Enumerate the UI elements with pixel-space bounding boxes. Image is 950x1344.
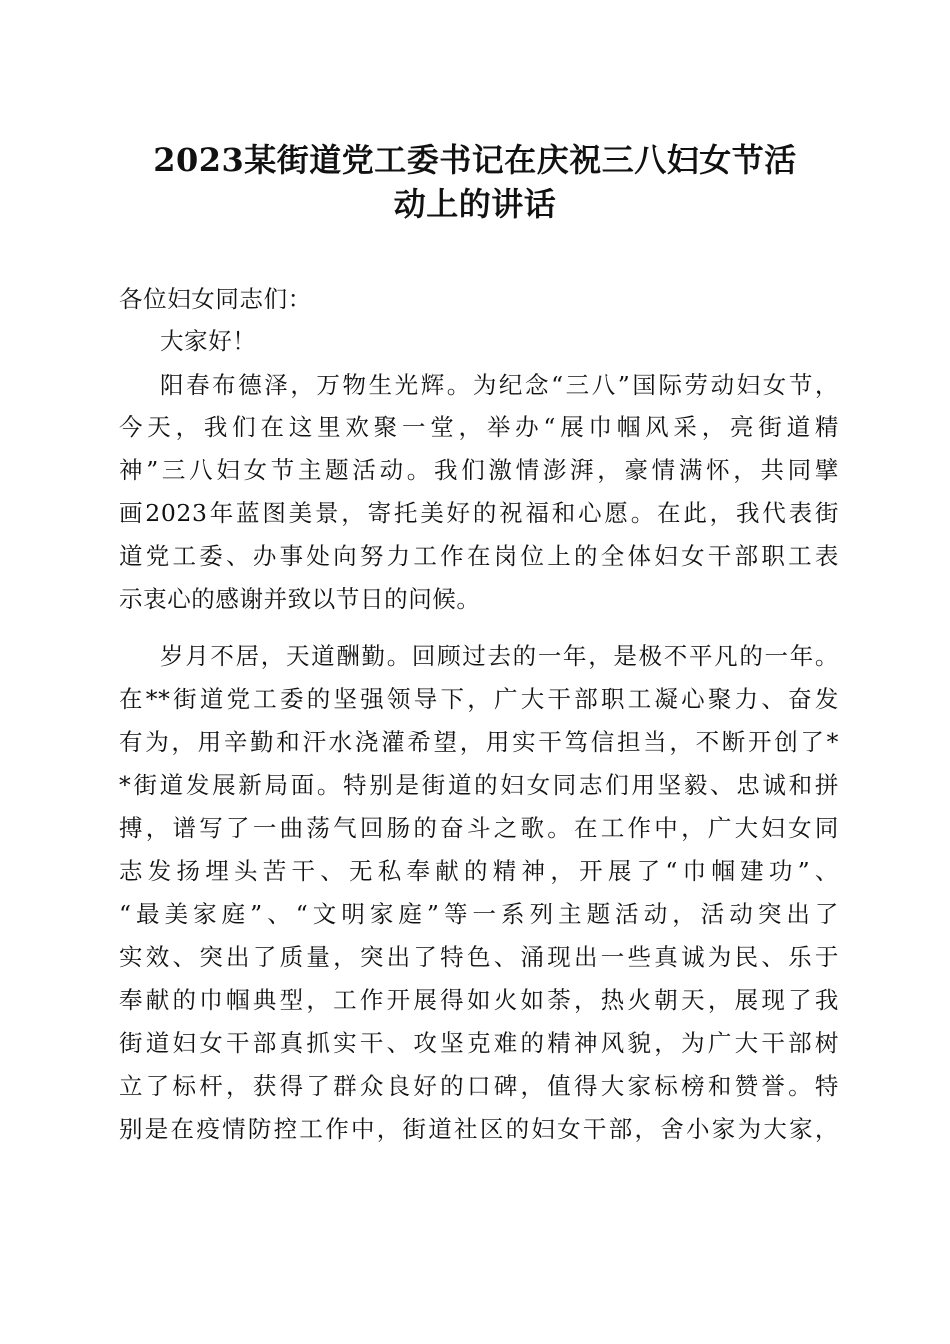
paragraph-line: *街道发展新局面。特别是街道的妇女同志们用坚毅、忠诚和拼 [119, 771, 839, 799]
paragraph-line: 道党工委、办事处向努力工作在岗位上的全体妇女干部职工表 [119, 542, 839, 570]
paragraph-line: 示衷心的感谢并致以节日的问候。 [119, 585, 481, 613]
paragraph-line: 奉献的巾帼典型，工作开展得如火如荼，热火朝天，展现了我 [119, 986, 839, 1014]
paragraph-line: 别是在疫情防控工作中，街道社区的妇女干部，舍小家为大家， [119, 1115, 839, 1143]
paragraph-line: 神”三八妇女节主题活动。我们激情澎湃，豪情满怀，共同擘 [119, 456, 839, 484]
greeting: 各位妇女同志们： [119, 285, 312, 313]
paragraph-line: 有为，用辛勤和汗水浇灌希望，用实干笃信担当，不断开创了* [119, 728, 839, 756]
paragraph-line: “最美家庭”、“文明家庭”等一系列主题活动，活动突出了 [119, 900, 839, 928]
paragraph-line: 阳春布德泽，万物生光辉。为纪念“三八”国际劳动妇女节， [160, 371, 839, 399]
opening: 大家好！ [160, 327, 257, 355]
document-title-line-2: 动上的讲话 [393, 185, 557, 223]
paragraph-line: 在**街道党工委的坚强领导下，广大干部职工凝心聚力、奋发 [119, 685, 839, 713]
document-title-line-1: 2023某街道党工委书记在庆祝三八妇女节活 [153, 141, 797, 179]
paragraph-line: 岁月不居，天道酬勤。回顾过去的一年，是极不平凡的一年。 [160, 642, 839, 670]
paragraph-line: 今天，我们在这里欢聚一堂，举办“展巾帼风采，亮街道精 [119, 413, 839, 441]
paragraph-line: 搏，谱写了一曲荡气回肠的奋斗之歌。在工作中，广大妇女同 [119, 814, 839, 842]
paragraph-line: 实效、突出了质量，突出了特色、涌现出一些真诚为民、乐于 [119, 943, 839, 971]
paragraph-line: 立了标杆，获得了群众良好的口碑，值得大家标榜和赞誉。特 [119, 1072, 839, 1100]
paragraph-line: 志发扬埋头苦干、无私奉献的精神，开展了“巾帼建功”、 [119, 857, 839, 885]
paragraph-line: 画2023年蓝图美景，寄托美好的祝福和心愿。在此，我代表街 [119, 499, 839, 527]
paragraph-line: 街道妇女干部真抓实干、攻坚克难的精神风貌，为广大干部树 [119, 1029, 839, 1057]
